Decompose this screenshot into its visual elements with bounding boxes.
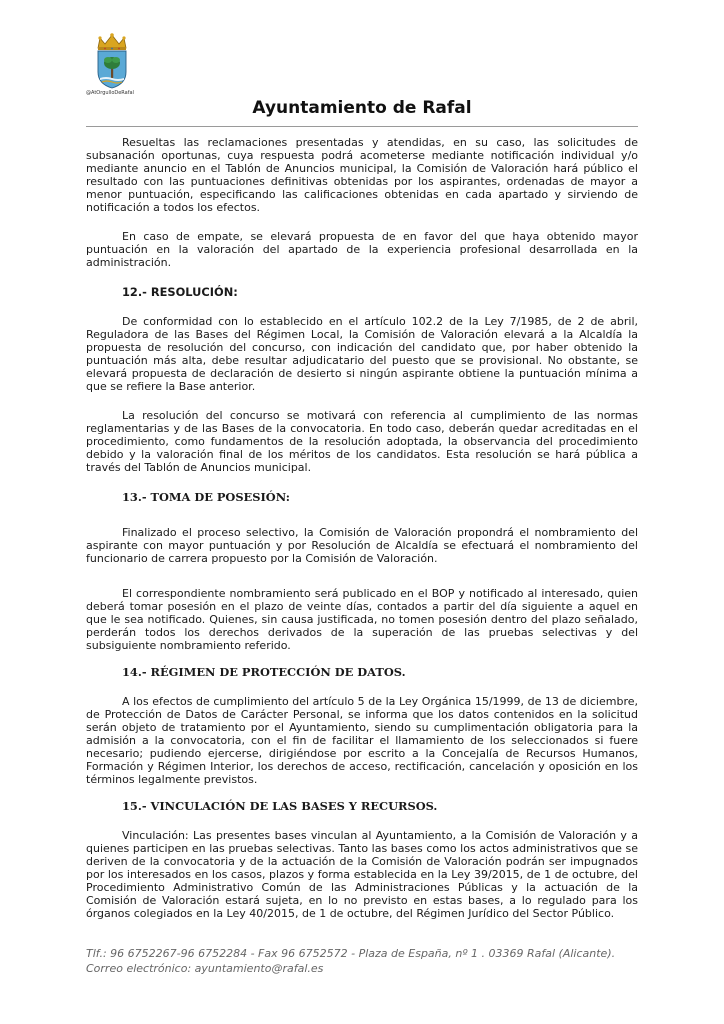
paragraph: A los efectos de cumplimiento del artículo 5 de la Ley Orgánica 15/1999, de 13 de diciembre, de Protección de Datos de Carácter Personal, se informa que los datos contenidos en la solicitud serán objeto de tratamiento por el Ayuntamiento, siendo su cumplimentación obligatoria para la admisión a la convocatoria, con el fin de facilitar el llamamiento de los seleccionados si fuere necesario; pudiendo ejercerse, dirigiéndose por escrito a la Concejalía de Recursos Humanos, Formación y Régimen Interior, los derechos de acceso, rectificación, cancelación y oposición en los términos legalmente previstos.: [86, 695, 638, 786]
paragraph: Finalizado el proceso selectivo, la Comisión de Valoración propondrá el nombramiento del aspirante con mayor puntuación y por Resolución de Alcaldía se efectuará el nombramiento del funcionario de carrera propuesto por la Comisión de Valoración.: [86, 526, 638, 565]
page-title: Ayuntamiento de Rafal: [252, 98, 472, 118]
paragraph: De conformidad con lo establecido en el artículo 102.2 de la Ley 7/1985, de 2 de abril, Reguladora de las Bases del Régimen Local, la Comisión de Valoración elevará a la Alcaldía la propuesta de resolución del concurso, con indicación del candidato que, por haber obtenido la puntuación más alta, debe resultar adjudicatario del puesto que se provisional. No obstante, se elevará propuesta de declaración de desierto si ningún aspirante obtiene la puntuación mínima a que se refiere la Base anterior.: [86, 315, 638, 393]
section-heading-15: 15.- VINCULACIÓN DE LAS BASES Y RECURSOS.: [122, 799, 438, 813]
page-footer: [86, 946, 615, 976]
document-body: [86, 136, 638, 920]
section-heading-13: 13.- TOMA DE POSESIÓN:: [122, 490, 290, 504]
header-divider: [86, 126, 638, 127]
coat-of-arms-icon: [86, 32, 138, 98]
paragraph: El correspondiente nombramiento será publicado en el BOP y notificado al interesado, quien deberá tomar posesión en el plazo de veinte días, contados a partir del día siguiente a aquel en que le sea notificado. Quienes, sin causa justificada, no tomen posesión dentro del plazo señalado, perderán todos los derechos derivados de la superación de las pruebas selectivas y del subsiguiente nombramiento referido.: [86, 587, 638, 652]
footer-contact-line: Tlf.: 96 6752267-96 6752284 - Fax 96 6752572 - Plaza de España, nº 1 . 03369 Rafal (Alicante).: [86, 947, 616, 960]
section-heading-14: 14.- RÉGIMEN DE PROTECCIÓN DE DATOS.: [122, 665, 406, 679]
paragraph: La resolución del concurso se motivará con referencia al cumplimiento de las normas reglamentarias y de las Bases de la convocatoria. En todo caso, deberán quedar acreditadas en el procedimiento, como fundamentos de la resolución adoptada, la observancia del procedimiento debido y la valoración final de los méritos de los candidatos. Esta resolución se hará pública a través del Tablón de Anuncios municipal.: [86, 409, 638, 474]
section-heading-12: 12.- RESOLUCIÓN:: [122, 285, 238, 299]
logo-caption: @AtOrgulloDeRafal: [86, 90, 134, 96]
paragraph: Vinculación: Las presentes bases vinculan al Ayuntamiento, a la Comisión de Valoración y a quienes participen en las pruebas selectivas. Tanto las bases como los actos administrativos que se deriven de la convocatoria y de la actuación de la Comisión de Valoración podrán ser impugnados por los interesados en los casos, plazos y forma establecida en la Ley 39/2015, de 1 de octubre, del Procedimiento Administrativo Común de las Administraciones Públicas y la actuación de la Comisión de Valoración estará sujeta, en lo no previsto en estas bases, a lo regulado para los órganos colegiados en la Ley 40/2015, de 1 de octubre, del Régimen Jurídico del Sector Público.: [86, 829, 638, 920]
footer-email-line: Correo electrónico: ayuntamiento@rafal.es: [86, 962, 324, 975]
paragraph: Resueltas las reclamaciones presentadas y atendidas, en su caso, las solicitudes de subsanación oportunas, cuya respuesta podrá acometerse mediante notificación individual y/o mediante anuncio en el Tablón de Anuncios municipal, la Comisión de Valoración hará público el resultado con las puntuaciones definitivas obtenidas por los aspirantes, ordenadas de mayor a menor puntuación, especificando las calificaciones obtenidas en cada apartado y sirviendo de notificación a todos los efectos.: [86, 136, 638, 214]
paragraph: En caso de empate, se elevará propuesta de en favor del que haya obtenido mayor puntuación en la valoración del apartado de la experiencia profesional desarrollada en la administración.: [86, 230, 638, 269]
